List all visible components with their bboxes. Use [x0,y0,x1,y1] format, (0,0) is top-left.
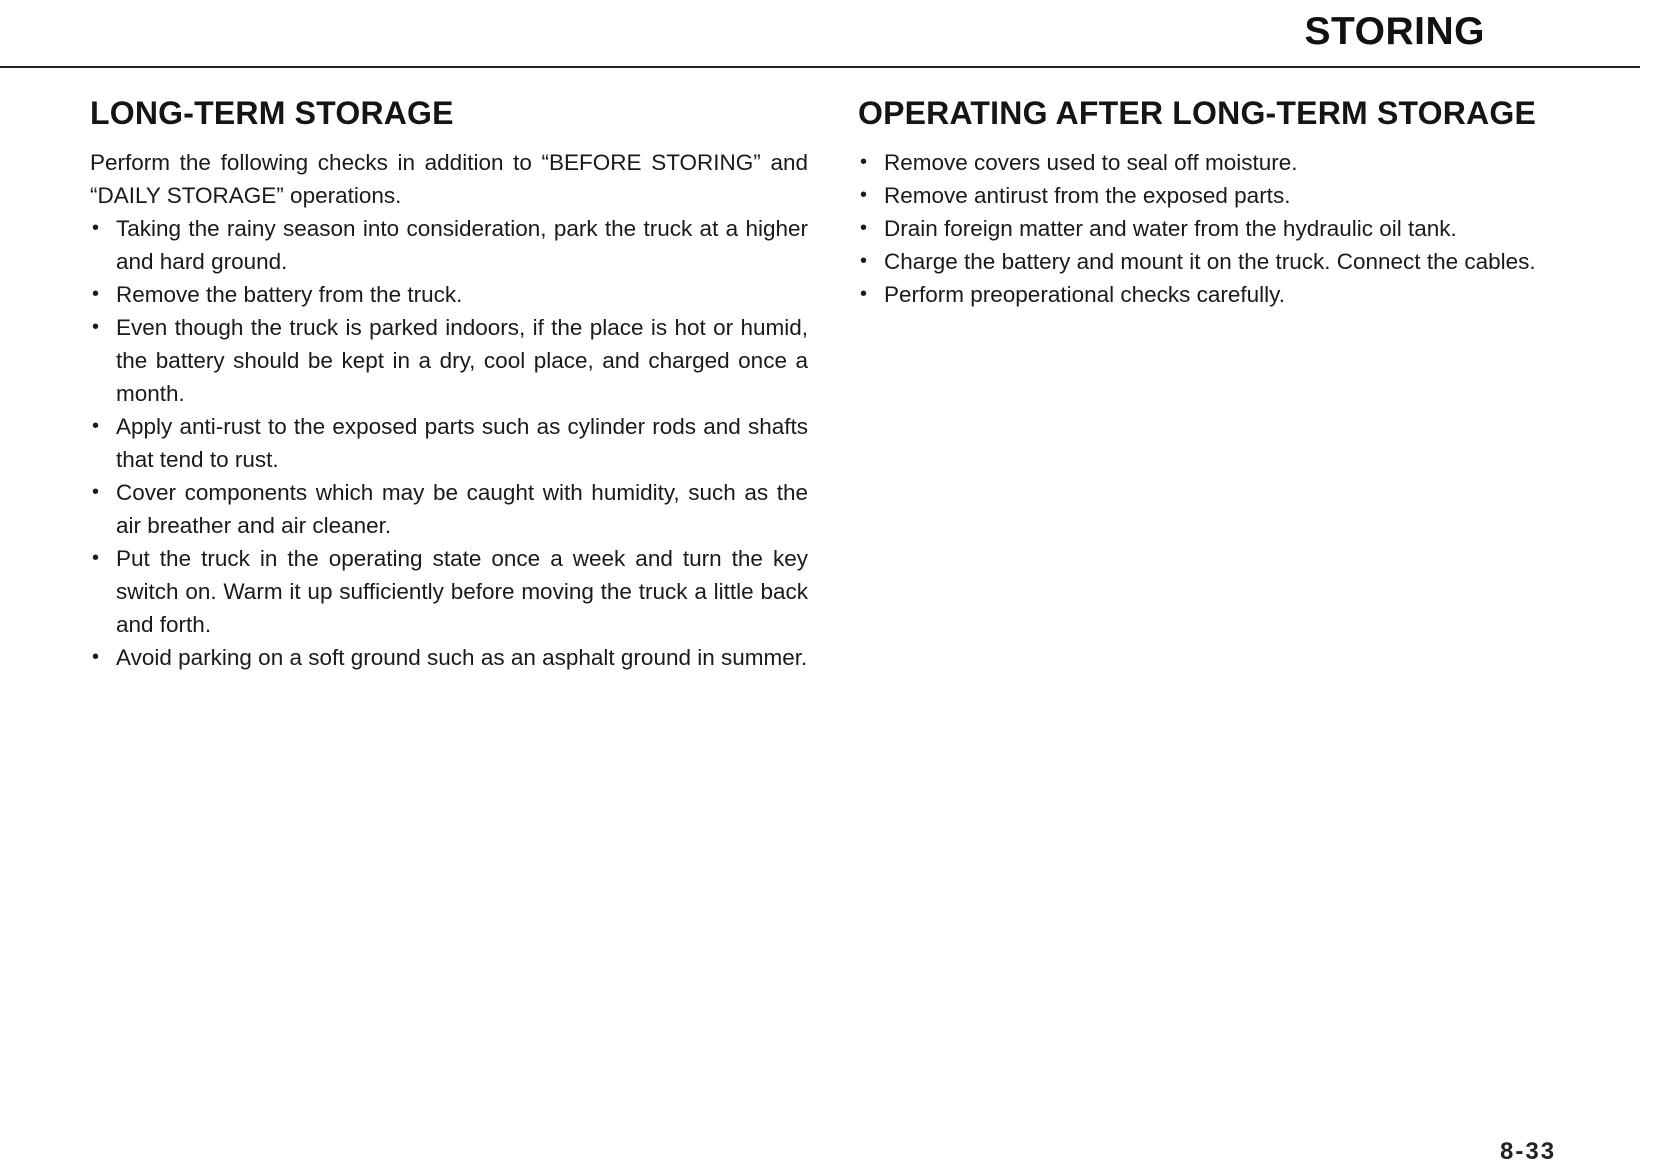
section-intro: Perform the following checks in addition to “BEFORE STORING” and “DAILY STORAGE” operations. [90,150,808,208]
header-rule [0,66,1640,68]
list-item: • Remove the battery from the truck. [90,278,808,311]
list-item: • Apply anti-rust to the exposed parts such as cylinder rods and shafts that tend to rust. [90,410,808,476]
page-header-title: STORING [1304,10,1485,53]
list-item: • Remove antirust from the exposed parts. [858,179,1578,212]
list-item: • Remove covers used to seal off moisture. [858,146,1578,179]
list-item: • Avoid parking on a soft ground such as an asphalt ground in summer. [90,641,808,674]
list-item: • Put the truck in the operating state once a week and turn the key switch on. Warm it up sufficiently before moving the truck a little back and forth. [90,542,808,641]
list-item: • Cover components which may be caught with humidity, such as the air breather and air cleaner. [90,476,808,542]
list-item: • Taking the rainy season into consideration, park the truck at a higher and hard ground. [90,212,808,278]
storage-checklist [90,212,808,674]
long-term-storage-section [90,95,808,674]
operating-after-storage-section [858,95,1578,311]
list-item: • Charge the battery and mount it on the truck. Connect the cables. [858,245,1578,278]
operating-checklist [858,146,1578,311]
section-title-long-term-storage: LONG-TERM STORAGE [90,95,454,131]
list-item: • Perform preoperational checks carefully. [858,278,1578,311]
list-item: • Even though the truck is parked indoors, if the place is hot or humid, the battery should be kept in a dry, cool place, and charged once a month. [90,311,808,410]
page-number: 8-33 [1500,1138,1557,1165]
list-item: • Drain foreign matter and water from the hydraulic oil tank. [858,212,1578,245]
section-title-operating-after-storage: OPERATING AFTER LONG-TERM STORAGE [858,95,1537,131]
